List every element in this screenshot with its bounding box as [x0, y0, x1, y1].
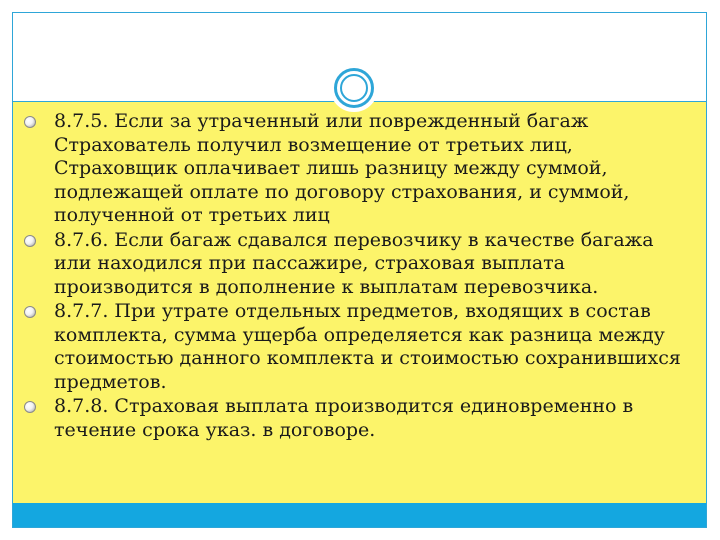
list-item-text: 8.7.7. При утрате отдельных предметов, входящих в состав комплекта, сумма ущерба определяется как разница между стоимостью данного комплекта и стоимостью сохранившихся предметов.	[54, 300, 681, 393]
bullet-list	[24, 110, 694, 443]
list-item	[24, 110, 694, 228]
bottom-accent-bar	[13, 503, 706, 527]
round-bullet-icon	[24, 401, 36, 413]
list-item	[24, 395, 694, 442]
list-item-text: 8.7.6. Если багаж сдавался перевозчику в качестве багажа или находился при пассажире, страховая выплата производится в дополнение к выплатам перевозчика.	[54, 228, 654, 298]
list-item-text: 8.7.8. Страховая выплата производится единовременно в течение срока указ. в договоре.	[54, 395, 634, 441]
list-item-text: 8.7.5. Если за утраченный или поврежденный багаж Страхователь получил возмещение от третьих лиц, Страховщик оплачивает лишь разницу между суммой, подлежащей оплате по договору страхования, и суммой, полученной от третьих лиц	[54, 110, 630, 226]
list-item	[24, 229, 694, 300]
double-ring-circle-icon	[330, 64, 378, 112]
round-bullet-icon	[24, 306, 36, 318]
round-bullet-icon	[24, 235, 36, 247]
list-item	[24, 300, 694, 394]
inner-ring	[340, 74, 368, 102]
round-bullet-icon	[24, 116, 36, 128]
